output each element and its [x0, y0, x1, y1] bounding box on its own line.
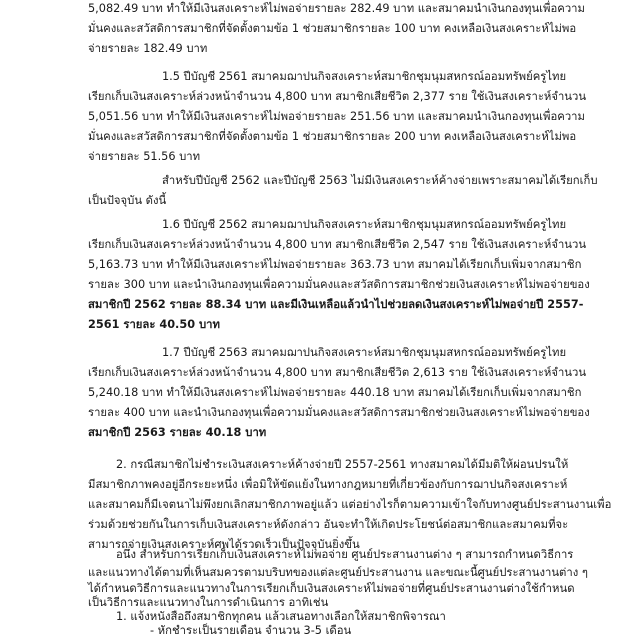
text-line: 2. กรณีสมาชิกไม่ชำระเงินสงเคราะห์ค้างจ่ายปี 2557-2561 ทางสมาคมได้มีมติให้ผ่อนปรนให้ — [116, 458, 569, 471]
text-line: 1.6 ปีบัญชี 2562 สมาคมฌาปนกิจสงเคราะห์สมาชิกชุมนุมสหกรณ์ออมทรัพย์ครูไทย — [162, 218, 567, 231]
text-line: มีสมาชิกภาพคงอยู่อีกระยะหนึ่ง เพื่อมิให้ขัดแย้งในทางกฎหมายที่เกี่ยวข้องกับการฌาปนกิจสงเคราะห์ — [88, 478, 568, 491]
text-line: รายละ 300 บาท และนำเงินกองทุนเพื่อความมั่นคงและสวัสดิการสมาชิกช่วยเงินสงเคราะห์ไม่พอจ่ายของ — [88, 278, 590, 291]
text-line: มั่นคงและสวัสดิการสมาชิกที่จัดตั้งตามข้อ 1 ช่วยสมาชิกรายละ 100 บาท คงเหลือเงินสงเคราะห์ไม่พอ — [88, 22, 577, 35]
text-line: อนึ่ง สำหรับการเรียกเก็บเงินสงเคราะห์ไม่พอจ่าย ศูนย์ประสานงานต่าง ๆ สามารถกำหนดวิธีการ — [116, 548, 574, 561]
text-line: 1.7 ปีบัญชี 2563 สมาคมฌาปนกิจสงเคราะห์สมาชิกชุมนุมสหกรณ์ออมทรัพย์ครูไทย — [162, 346, 567, 359]
text-line: 5,051.56 บาท ทำให้มีเงินสงเคราะห์ไม่พอจ่ายรายละ 251.56 บาท และสมาคมนำเงินกองทุนเพื่อความ — [88, 110, 585, 123]
text-line: จ่ายรายละ 182.49 บาท — [88, 42, 208, 55]
text-line: สำหรับปีบัญชี 2562 และปีบัญชี 2563 ไม่มีเงินสงเคราะห์ค้างจ่ายเพราะสมาคมได้เรียกเก็บ — [162, 174, 598, 187]
text-line: 5,240.18 บาท ทำให้มีเงินสงเคราะห์ไม่พอจ่ายรายละ 440.18 บาท สมาคมได้เรียกเก็บเพิ่มจากสมาชิก — [88, 386, 582, 399]
text-line: ได้กำหนดวิธีการและแนวทางในการเรียกเก็บเงินสงเคราะห์ไม่พอจ่ายที่ศูนย์ประสานงานต่างใช้กำหนด — [88, 582, 575, 595]
text-line: เป็นวิธีการและแนวทางในการดำเนินการ อาทิเช่น — [88, 596, 329, 609]
text-line: เรียกเก็บเงินสงเคราะห์ล่วงหน้าจำนวน 4,800 บาท สมาชิกเสียชีวิต 2,377 ราย ใช้เงินสงเคราะห์จำนวน — [88, 90, 587, 103]
text-line: 1.5 ปีบัญชี 2561 สมาคมฌาปนกิจสงเคราะห์สมาชิกชุมนุมสหกรณ์ออมทรัพย์ครูไทย — [162, 70, 567, 83]
text-line: สมาชิกปี 2562 รายละ 88.34 บาท และมีเงินเหลือแล้วนำไปช่วยลดเงินสงเคราะห์ไม่พอจ่ายปี 2557- — [88, 298, 584, 311]
text-line: เรียกเก็บเงินสงเคราะห์ล่วงหน้าจำนวน 4,800 บาท สมาชิกเสียชีวิต 2,547 ราย ใช้เงินสงเคราะห์จำนวน — [88, 238, 587, 251]
text-line: และสมาคมก็มีเจตนาไม่พึงยกเลิกสมาชิกภาพอยู่แล้ว แต่อย่างไรก็ตามความเข้าใจกับทางศูนย์ประสานงานเพื่อ — [88, 498, 612, 511]
text-line: สมาชิกปี 2563 รายละ 40.18 บาท — [88, 426, 267, 439]
text-line: สามารถจ่ายเงินสงเคราะห์ศพได้รวดเร็วเป็นปัจจุบันยิ่งขึ้น — [88, 538, 360, 551]
text-line: 2561 รายละ 40.50 บาท — [88, 318, 220, 331]
list-item: 1. แจ้งหนังสือถึงสมาชิกทุกคน แล้วเสนอทางเลือกให้สมาชิกพิจารณา — [116, 610, 446, 623]
text-line: จ่ายรายละ 51.56 บาท — [88, 150, 201, 163]
text-line: เป็นปัจจุบัน ดังนี้ — [88, 194, 167, 207]
text-line: รายละ 400 บาท และนำเงินกองทุนเพื่อความมั่นคงและสวัสดิการสมาชิกช่วยเงินสงเคราะห์ไม่พอจ่ายของ — [88, 406, 590, 419]
text-line: มั่นคงและสวัสดิการสมาชิกที่จัดตั้งตามข้อ 1 ช่วยสมาชิกรายละ 200 บาท คงเหลือเงินสงเคราะห์ไม่พอ — [88, 130, 577, 143]
text-line: และแนวทางได้ตามที่เห็นสมควรตามบริบทของแต่ละศูนย์ประสานงาน และขณะนี้ศูนย์ประสานงานต่าง ๆ — [88, 566, 588, 579]
list-item: - หักชำระเป็นรายเดือน จำนวน 3-5 เดือน — [150, 624, 352, 637]
text-line: 5,163.73 บาท ทำให้มีเงินสงเคราะห์ไม่พอจ่ายรายละ 363.73 บาท สมาคมได้เรียกเก็บเพิ่มจากสมาชิก — [88, 258, 582, 271]
text-line: เรียกเก็บเงินสงเคราะห์ล่วงหน้าจำนวน 4,800 บาท สมาชิกเสียชีวิต 2,613 ราย ใช้เงินสงเคราะห์จำนวน — [88, 366, 587, 379]
text-line: 5,082.49 บาท ทำให้มีเงินสงเคราะห์ไม่พอจ่ายรายละ 282.49 บาท และสมาคมนำเงินกองทุนเพื่อความ — [88, 2, 585, 15]
text-line: ร่วมด้วยช่วยกันในการเก็บเงินสงเคราะห์ดังกล่าว อันจะทำให้เกิดประโยชน์ต่อสมาชิกและสมาคมที่จะ — [88, 518, 569, 531]
